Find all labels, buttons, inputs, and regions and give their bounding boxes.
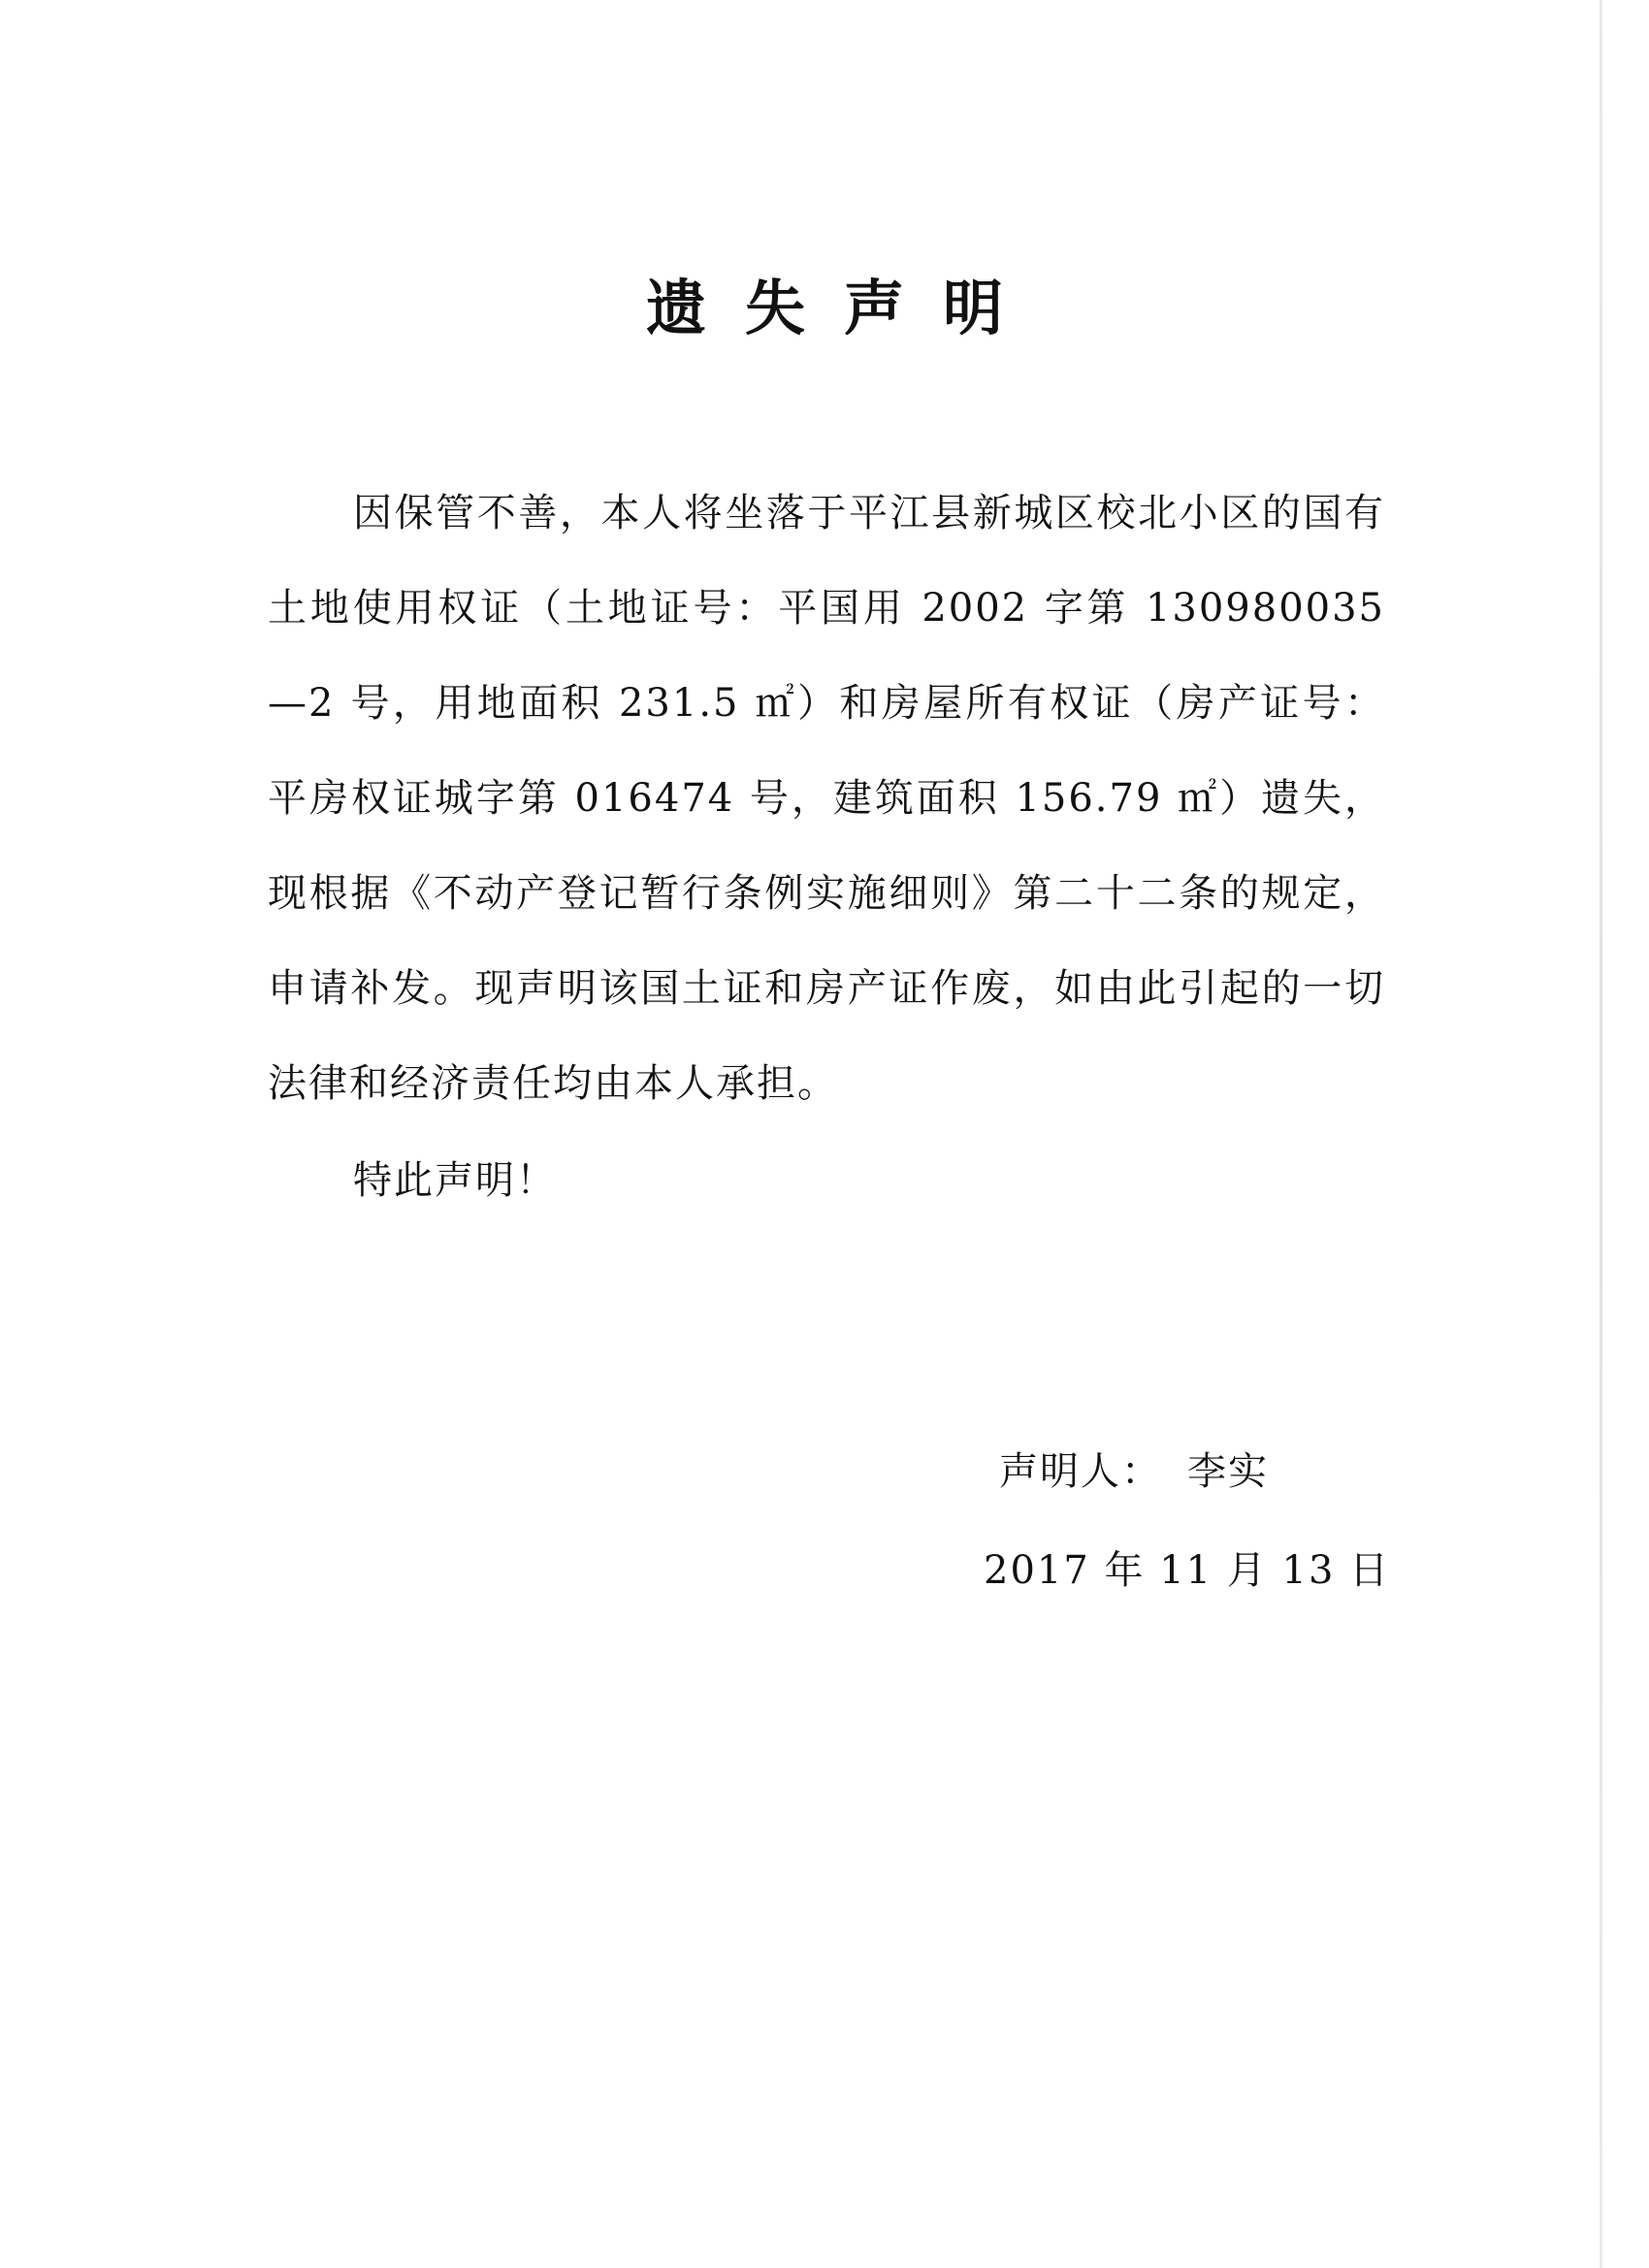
declaration-date: 2017 年 11 月 13 日 [984,1548,1391,1593]
signature-line [999,1424,1269,1519]
signer-label: 声明人： [999,1449,1162,1494]
document-body [268,466,1385,1131]
document-title: 遗失声明 [645,273,1042,343]
body-paragraph: 因保管不善，本人将坐落于平江县新城区校北小区的国有土地使用权证（土地证号：平国用 2002 字第 130980035—2 号，用地面积 231.5 ㎡）和房屋所有权证（房产证号：平房权证城字第 016474 号，建筑面积 156.79 ㎡）遗失，现根据《不动产登记暂行条例实施细则》第二十二条的规定，申请补发。现声明该国土证和房产证作废，如由此引起的一切法律和经济责任均由本人承担。 [268,491,1385,1106]
closing-statement: 特此声明！ [353,1158,557,1203]
signer-name: 李实 [1187,1449,1269,1494]
